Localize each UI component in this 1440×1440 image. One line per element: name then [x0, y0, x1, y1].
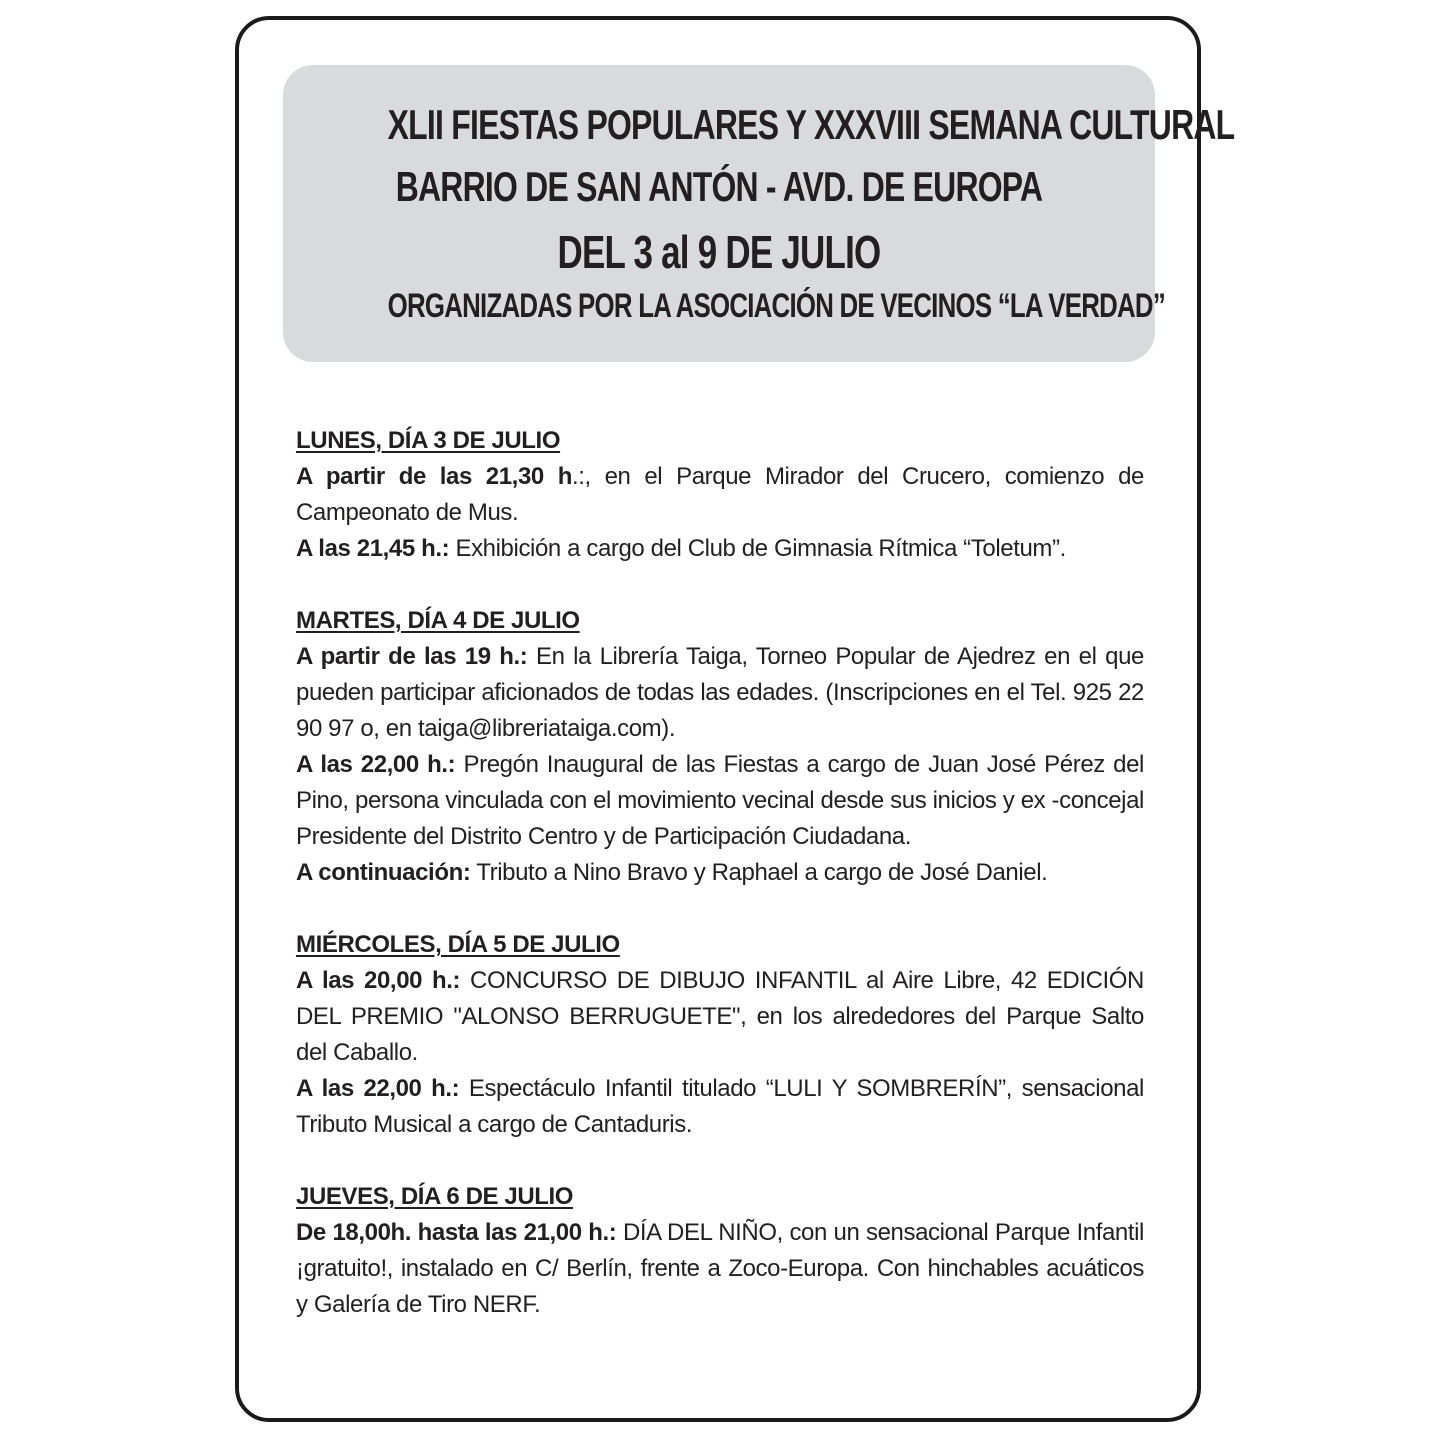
event-time: A partir de las 19 h.: — [296, 643, 528, 670]
event-text: Exhibición a cargo del Club de Gimnasia Rítmica “Toletum”. — [449, 535, 1066, 562]
day-section-miercoles — [296, 927, 1144, 1143]
event-text: CONCURSO DE DIBUJO INFANTIL al Aire Libre, 42 EDICIÓN DEL PREMIO "ALONSO BERRUGUETE", en los alrededores del Parque Salto del Caballo. — [296, 967, 1144, 1066]
event-time: A las 21,45 h.: — [296, 535, 450, 562]
event-time: A las 22,00 h.: — [296, 751, 456, 778]
day-title: LUNES, DÍA 3 DE JULIO — [296, 427, 561, 454]
day-section-martes — [296, 603, 1144, 891]
header-banner — [283, 65, 1235, 362]
day-title: MARTES, DÍA 4 DE JULIO — [296, 607, 580, 634]
event-paragraph — [296, 963, 1144, 1071]
event-time: A continuación: — [296, 859, 471, 886]
event-paragraph — [296, 855, 1144, 891]
header-organizer-line: ORGANIZADAS POR LA ASOCIACIÓN DE VECINOS “LA VERDAD” — [387, 287, 1166, 325]
event-text: DÍA DEL NIÑO, con un sensacional Parque Infantil ¡gratuito!, instalado en C/ Berlín, frente a Zoco-Europa. Con hinchables acuáticos y Galería de Tiro NERF. — [296, 1219, 1144, 1318]
event-text: .:, en el Parque Mirador del Crucero, comienzo de Campeonato de Mus. — [296, 463, 1144, 526]
header-title-line-2: BARRIO DE SAN ANTÓN - AVD. DE EUROPA — [395, 163, 1043, 210]
event-paragraph — [296, 1071, 1144, 1143]
header-date-line: DEL 3 al 9 DE JULIO — [557, 226, 881, 278]
event-time: A partir de las 21,30 h — [296, 463, 572, 490]
event-time: De 18,00h. hasta las 21,00 h.: — [296, 1219, 617, 1246]
event-paragraph — [296, 459, 1144, 531]
event-text: Pregón Inaugural de las Fiestas a cargo de Juan José Pérez del Pino, persona vinculada con el movimiento vecinal desde sus inicios y ex -concejal Presidente del Distrito Centro y de Participación Ciudadana. — [296, 751, 1144, 850]
event-text: Tributo a Nino Bravo y Raphael a cargo de José Daniel. — [470, 859, 1048, 886]
event-time: A las 22,00 h.: — [296, 1075, 460, 1102]
event-time: A las 20,00 h.: — [296, 967, 461, 994]
day-section-lunes — [296, 423, 1144, 567]
event-paragraph — [296, 747, 1144, 855]
event-text: Espectáculo Infantil titulado “LULI Y SOMBRERÍN”, sensacional Tributo Musical a cargo de Cantaduris. — [296, 1075, 1144, 1138]
event-paragraph — [296, 1215, 1144, 1323]
event-paragraph — [296, 531, 1144, 567]
day-title: MIÉRCOLES, DÍA 5 DE JULIO — [296, 931, 620, 958]
program-content — [296, 423, 1144, 1359]
event-paragraph — [296, 639, 1144, 747]
event-text: En la Librería Taiga, Torneo Popular de Ajedrez en el que pueden participar aficionados de todas las edades. (Inscripciones en el Tel. 925 22 90 97 o, en taiga@libreriataiga.com). — [296, 643, 1144, 742]
day-title: JUEVES, DÍA 6 DE JULIO — [296, 1183, 574, 1210]
header-title-line-1: XLII FIESTAS POPULARES Y XXXVIII SEMANA CULTURAL — [387, 101, 1235, 148]
day-section-jueves — [296, 1179, 1144, 1323]
